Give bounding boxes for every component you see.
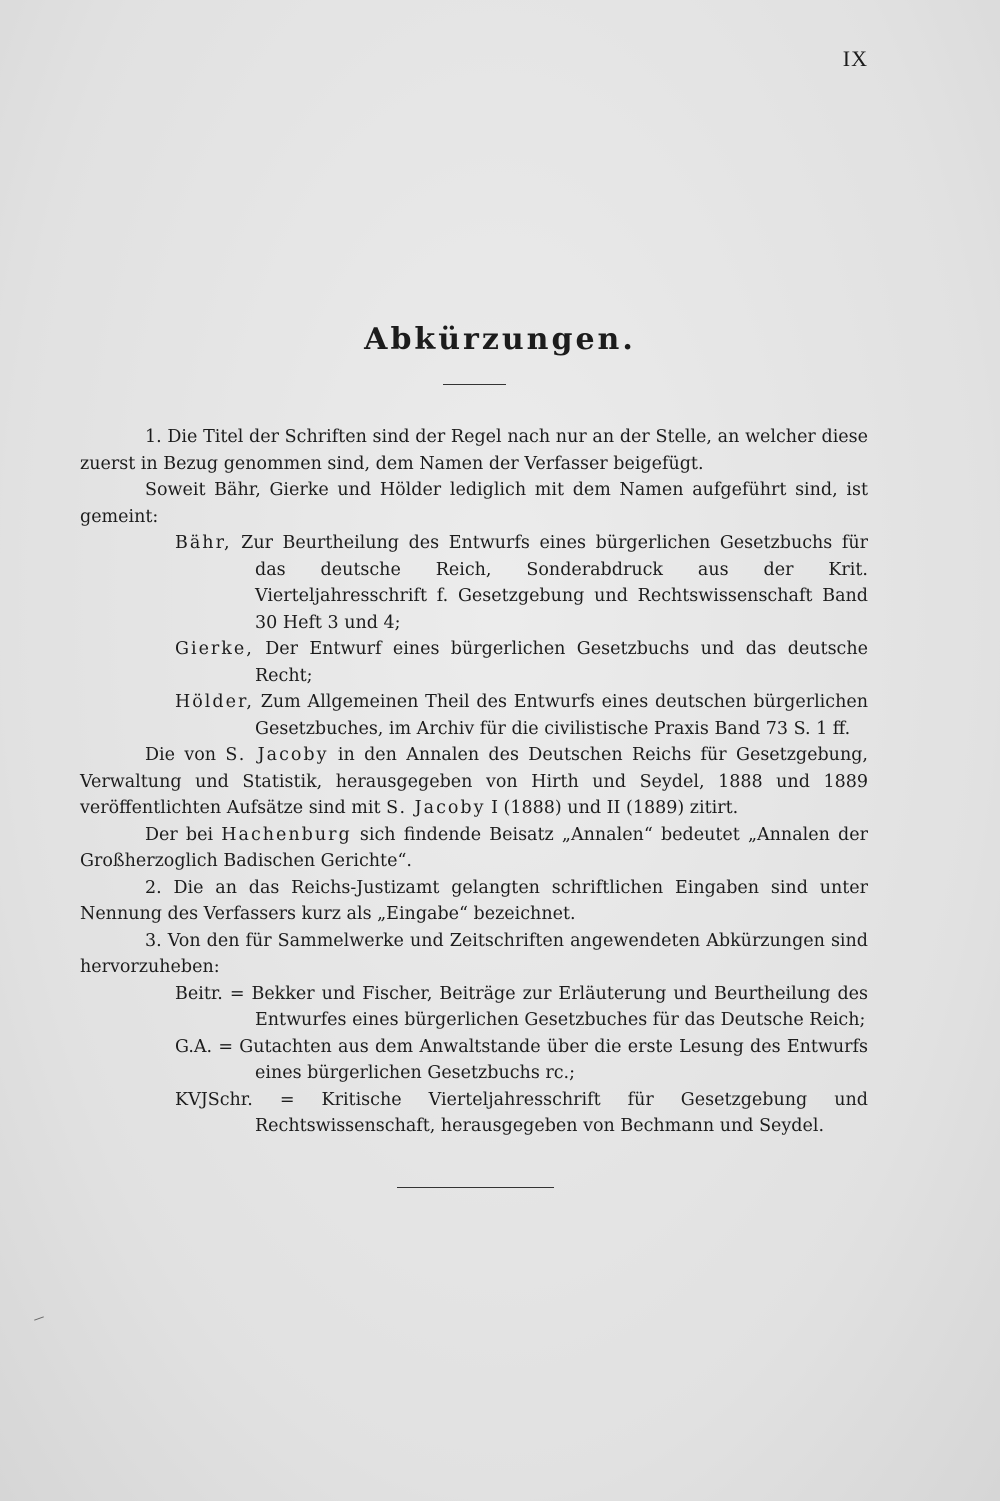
author-name: S. Jacoby [386, 798, 486, 818]
paragraph-hachenburg [80, 822, 868, 875]
text-run: Der bei [145, 824, 214, 845]
entry-baehr [80, 530, 868, 636]
end-divider [397, 1187, 554, 1188]
page-number: IX [842, 46, 868, 71]
text-run: Die von [145, 745, 217, 765]
text-run: in den Annalen des Deutschen Reichs für Gesetzgebung, Verwaltung und Statistik, herausgegeben von Hirth und Seydel, 1888 und 1889 veröffentlichten Aufsätze sind mit [80, 745, 868, 818]
entry-gierke [80, 636, 868, 689]
page-title: Abkürzungen. [364, 322, 636, 357]
title-divider [443, 384, 506, 385]
author-name: Hachenburg [221, 824, 352, 845]
entry-beitr: Beitr. = Bekker und Fischer, Beiträge zur Erläuterung und Beurtheilung des Entwurfes eines bürgerlichen Gesetzbuches für das Deutsche Reich; [175, 983, 868, 1030]
paragraph-3: 3. Von den für Sammelwerke und Zeitschriften angewendeten Abkürzungen sind hervorzuheben: [80, 930, 868, 977]
paragraph-1: 1. Die Titel der Schriften sind der Regel nach nur an der Stelle, an welcher diese zuerst in Bezug genommen sind, dem Namen der Verfasser beigefügt. [80, 427, 868, 474]
author-name: Gierke, [175, 639, 254, 659]
entry-text: Zum Allgemeinen Theil des Entwurfs eines deutschen bürgerlichen Gesetzbuches, im Archiv für die civilistische Praxis Band 73 S. 1 ff. [255, 692, 868, 739]
text-run: I (1888) und II (1889) zitirt. [491, 798, 739, 818]
entry-hoelder [80, 689, 868, 742]
paragraph-2: 2. Die an das Reichs-Justizamt gelangten schriftlichen Eingaben sind unter Nennung des Verfassers kurz als „Eingabe“ bezeichnet. [80, 877, 868, 924]
text-run: sich findende Beisatz „Annalen“ bedeutet „Annalen der Großherzoglich Badischen Gerichte“. [80, 824, 868, 871]
entry-text: Zur Beurtheilung des Entwurfs eines bürgerlichen Gesetzbuchs für das deutsche Reich, Sonderabdruck aus der Krit. Vierteljahresschrift f. Gesetzgebung und Rechtswissenschaft Band 30 Heft 3 und 4; [241, 533, 868, 633]
paragraph-jacoby [80, 742, 868, 822]
author-name: Hölder, [175, 692, 254, 712]
entry-text: Der Entwurf eines bürgerlichen Gesetzbuchs und das deutsche Recht; [255, 639, 868, 686]
abbreviations-body [80, 424, 868, 1140]
paragraph-authors: Soweit Bähr, Gierke und Hölder lediglich mit dem Namen aufgeführt sind, ist gemeint: [80, 480, 868, 527]
author-name: S. Jacoby [225, 745, 329, 765]
entry-ga: G.A. = Gutachten aus dem Anwaltstande über die erste Lesung des Entwurfs eines bürgerlichen Gesetzbuchs rc.; [175, 1036, 868, 1083]
entry-kvjschr: KVJSchr. = Kritische Vierteljahresschrift für Gesetzgebung und Rechtswissenschaft, herausgegeben von Bechmann und Seydel. [175, 1089, 868, 1136]
author-name: Bähr, [175, 533, 232, 553]
stray-mark [34, 1316, 44, 1320]
